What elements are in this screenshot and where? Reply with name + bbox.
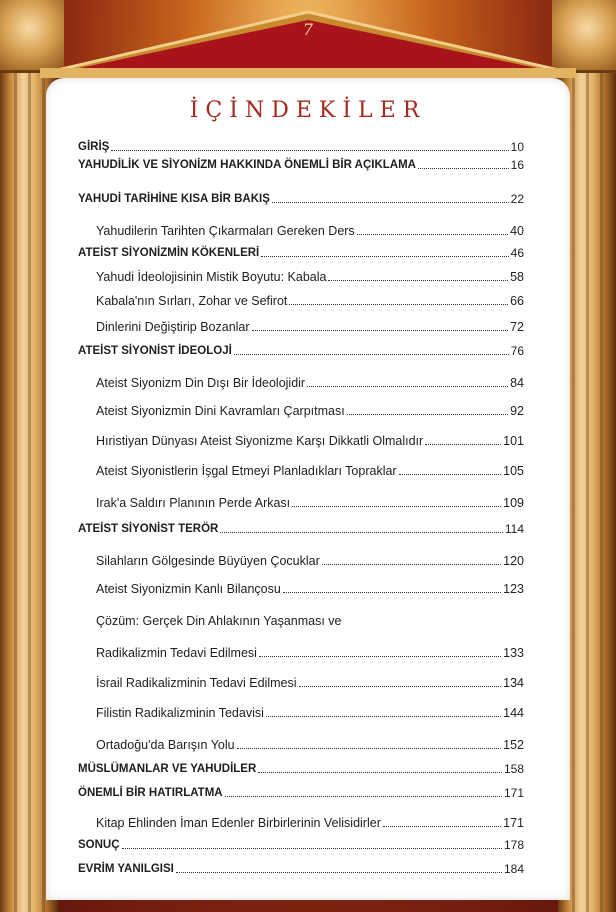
toc-entry-page: 144: [503, 706, 524, 720]
toc-leader-dots: [259, 656, 501, 657]
toc-entry[interactable]: [96, 578, 524, 596]
toc-leader-dots: [292, 506, 501, 507]
toc-entry[interactable]: [78, 136, 524, 154]
toc-leader-dots: [357, 234, 508, 235]
toc-entry-label: Kitap Ehlinden İman Edenler Birbirlerinin Velisidirler: [96, 816, 381, 830]
toc-leader-dots: [299, 686, 502, 687]
toc-entry[interactable]: [96, 492, 524, 510]
toc-entry-label: ATEİST SİYONİST TERÖR: [78, 523, 219, 535]
toc-entry[interactable]: [96, 400, 524, 418]
toc-entry[interactable]: [96, 550, 524, 568]
toc-entry-label: MÜSLÜMANLAR VE YAHUDİLER: [78, 763, 257, 775]
toc-entry[interactable]: [78, 834, 524, 852]
toc-leader-dots: [266, 716, 501, 717]
toc-entry-page: 109: [503, 496, 524, 510]
toc-entry[interactable]: [96, 220, 524, 238]
toc-entry[interactable]: [78, 154, 524, 172]
toc-entry-page: 92: [510, 404, 524, 418]
toc-entry[interactable]: [78, 858, 524, 876]
toc-entry-page: 158: [503, 762, 524, 776]
toc-leader-dots: [347, 414, 508, 415]
toc-leader-dots: [111, 150, 508, 151]
toc-entry-label: İsrail Radikalizminin Tedavi Edilmesi: [96, 676, 297, 690]
toc-entry[interactable]: [96, 266, 524, 284]
toc-entry-page: 22: [510, 192, 524, 206]
toc-leader-dots: [220, 532, 503, 533]
toc-leader-dots: [272, 202, 509, 203]
toc-entry-page: 58: [510, 270, 524, 284]
toc-leader-dots: [425, 444, 501, 445]
toc-entry-page: 40: [510, 224, 524, 238]
toc-leader-dots: [328, 280, 508, 281]
toc-entry-label: Radikalizmin Tedavi Edilmesi: [96, 646, 257, 660]
toc-entry-page: 114: [504, 522, 524, 536]
toc-entry-label: Yahudi İdeolojisinin Mistik Boyutu: Kabala: [96, 270, 327, 284]
toc-entry-label: Dinlerini Değiştirip Bozanlar: [96, 320, 250, 334]
toc-entry-page: 84: [510, 376, 524, 390]
toc-entry-label: Kabala'nın Sırları, Zohar ve Sefirot: [96, 294, 288, 308]
toc-entry-label: Yahudilerin Tarihten Çıkarmaları Gereken Ders: [96, 224, 355, 238]
toc-leader-dots: [176, 872, 502, 873]
toc-entry-label: EVRİM YANILGISI: [78, 863, 174, 875]
toc-entry-label: Silahların Gölgesinde Büyüyen Çocuklar: [96, 554, 320, 568]
toc-leader-dots: [252, 330, 509, 331]
toc-entry-page: 133: [503, 646, 524, 660]
toc-entry-label: Çözüm: Gerçek Din Ahlakının Yaşanması ve: [96, 614, 342, 628]
toc-leader-dots: [418, 168, 509, 169]
toc-entry-page: 123: [503, 582, 524, 596]
toc-entry-page: 120: [503, 554, 524, 568]
toc-entry-label: Hıristiyan Dünyası Ateist Siyonizme Karşı Dikkatli Olmalıdır: [96, 434, 424, 448]
toc-leader-dots: [261, 256, 508, 257]
toc-entry[interactable]: [96, 372, 524, 390]
toc-leader-dots: [234, 354, 509, 355]
page-title: İÇİNDEKİLER: [189, 98, 427, 123]
toc-entry-label: ÖNEMLİ BİR HATIRLATMA: [78, 787, 223, 799]
toc-entry-page: 72: [510, 320, 524, 334]
toc-entry-page: 66: [510, 294, 524, 308]
toc-entry-page: 171: [503, 816, 524, 830]
toc-entry-label: YAHUDİ TARİHİNE KISA BİR BAKIŞ: [78, 193, 270, 205]
toc-entry-label: Ateist Siyonizm Din Dışı Bir İdeolojidir: [96, 376, 306, 390]
toc-entry[interactable]: [78, 242, 524, 260]
toc-leader-dots: [122, 848, 502, 849]
toc-entry-page: 16: [510, 158, 524, 172]
toc-leader-dots: [283, 592, 501, 593]
toc-leader-dots: [322, 564, 501, 565]
toc-entry[interactable]: [96, 460, 524, 478]
toc-leader-dots: [307, 386, 508, 387]
toc-entry-label: Filistin Radikalizminin Tedavisi: [96, 706, 264, 720]
toc-entry-label: Ateist Siyonizmin Kanlı Bilançosu: [96, 582, 281, 596]
toc-entry-label: YAHUDİLİK VE SİYONİZM HAKKINDA ÖNEMLİ BİR AÇIKLAMA: [78, 159, 416, 171]
toc-entry[interactable]: [96, 290, 524, 308]
toc-entry-label: ATEİST SİYONİZMİN KÖKENLERİ: [78, 247, 260, 259]
toc-entry-page: 76: [510, 344, 524, 358]
toc-entry[interactable]: [96, 610, 524, 628]
toc-entry[interactable]: [96, 642, 524, 660]
toc-leader-dots: [383, 826, 501, 827]
toc-leader-dots: [399, 474, 502, 475]
toc-entry-page: 171: [503, 786, 524, 800]
toc-entry-label: ATEİST SİYONİST İDEOLOJİ: [78, 345, 232, 357]
toc-entry-label: Ateist Siyonistlerin İşgal Etmeyi Planladıkları Topraklar: [96, 464, 397, 478]
toc-leader-dots: [258, 772, 502, 773]
toc-leader-dots: [225, 796, 502, 797]
toc-entry[interactable]: [96, 430, 524, 448]
toc-entry-page: 184: [503, 862, 524, 876]
toc-entry[interactable]: [96, 672, 524, 690]
toc-entry-label: SONUÇ: [78, 839, 120, 851]
toc-entry-page: 46: [510, 246, 524, 260]
toc-entry-label: Ateist Siyonizmin Dini Kavramları Çarpıtması: [96, 404, 345, 418]
toc-entry[interactable]: [78, 518, 524, 536]
toc-entry[interactable]: [96, 316, 524, 334]
toc-entry[interactable]: [96, 702, 524, 720]
toc-entry-label: Ortadoğu'da Barışın Yolu: [96, 738, 235, 752]
toc-entry-page: 134: [503, 676, 524, 690]
toc-entry-page: 101: [503, 434, 524, 448]
page-number: 7: [302, 20, 314, 39]
toc-entry-label: Irak'a Saldırı Planının Perde Arkası: [96, 496, 291, 510]
toc-entry-page: 10: [510, 140, 524, 154]
toc-entry[interactable]: [78, 340, 524, 358]
toc-entry-label: GİRİŞ: [78, 141, 110, 153]
toc-entry-page: 152: [503, 738, 524, 752]
toc-leader-dots: [289, 304, 508, 305]
toc-entry-page: 105: [503, 464, 524, 478]
toc-entry[interactable]: [96, 812, 524, 830]
toc-entry-page: 178: [503, 838, 524, 852]
toc-entry[interactable]: [78, 188, 524, 206]
toc-entry[interactable]: [96, 734, 524, 752]
toc-entry[interactable]: [78, 782, 524, 800]
toc-leader-dots: [237, 748, 502, 749]
toc-entry[interactable]: [78, 758, 524, 776]
